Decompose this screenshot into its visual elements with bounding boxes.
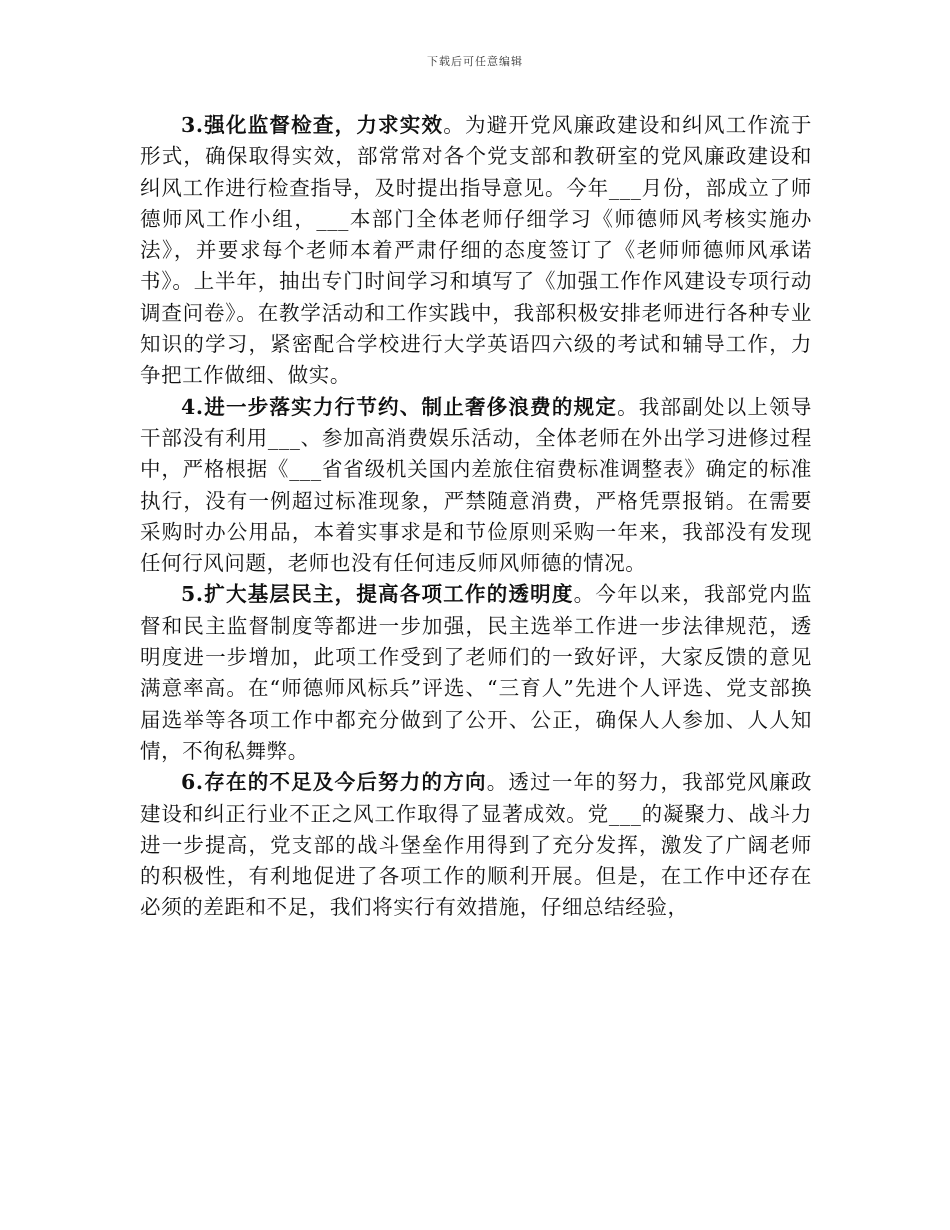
paragraph-heading: 存在的不足及今后努力的方向 <box>203 770 487 795</box>
paragraph-5 <box>140 579 812 767</box>
paragraph-3 <box>140 110 812 392</box>
paragraph-text: 。我部副处以上领导干部没有利用___、参加高消费娱乐活动，全体老师在外出学习进修过程中，严格根据《___省省级机关国内差旅住宿费标准调整表》确定的标准执行，没有一例超过标准现象，严禁随意消费，严格凭票报销。在需要采购时办公用品，本着实事求是和节俭原则采购一年来，我部没有发现任何行风问题，老师也没有任何违反师风师德的情况。 <box>140 394 813 576</box>
paragraph-text: 。今年以来，我部党内监督和民主监督制度等都进一步加强，民主选举工作进一步法律规范，透明度进一步增加，此项工作受到了老师们的一致好评，大家反馈的意见满意率高。在“师德师风标兵”评选、“三育人”先进个人评选、党支部换届选举等各项工作中都充分做到了公开、公正，确保人人参加、人人知情，不徇私舞弊。 <box>140 582 812 763</box>
page-header: 下载后可任意编辑 <box>427 55 523 68</box>
paragraph-text: 。透过一年的努力，我部党风廉政建设和纠正行业不正之风工作取得了显著成效。党___的凝聚力、战斗力进一步提高，党支部的战斗堡垒作用得到了充分发挥，激发了广阔老师的积极性，有利地促进了各项工作的顺利开展。但是，在工作中还存在必须的差距和不足，我们将实行有效措施，仔细总结经验， <box>140 770 812 920</box>
paragraph-number: 5. <box>181 582 204 607</box>
paragraph-heading: 扩大基层民主，提高各项工作的透明度 <box>203 582 574 607</box>
paragraph-heading: 进一步落实力行节约、制止奢侈浪费的规定 <box>203 394 618 419</box>
paragraph-heading: 强化监督检查，力求实效 <box>203 113 444 137</box>
paragraph-number: 3. <box>181 113 204 137</box>
paragraph-number: 4. <box>181 394 204 419</box>
paragraph-4 <box>140 392 812 580</box>
paragraph-text: 。为避开党风廉政建设和纠风工作流于形式，确保取得实效，部常常对各个党支部和教研室的党风廉政建设和纠风工作进行检查指导，及时提出指导意见。今年___月份，部成立了师德师风工作小组，___本部门全体老师仔细学习《师德师风考核实施办法》，并要求每个老师本着严肃仔细的态度签订了《老师师德师风承诺书》。上半年，抽出专门时间学习和填写了《加强工作作风建设专项行动调查问卷》。在教学活动和工作实践中，我部积极安排老师进行各种专业知识的学习，紧密配合学校进行大学英语四六级的考试和辅导工作，力争把工作做细、做实。 <box>140 113 812 388</box>
paragraph-number: 6. <box>181 770 204 795</box>
document-body <box>140 110 812 924</box>
paragraph-6 <box>140 767 812 923</box>
